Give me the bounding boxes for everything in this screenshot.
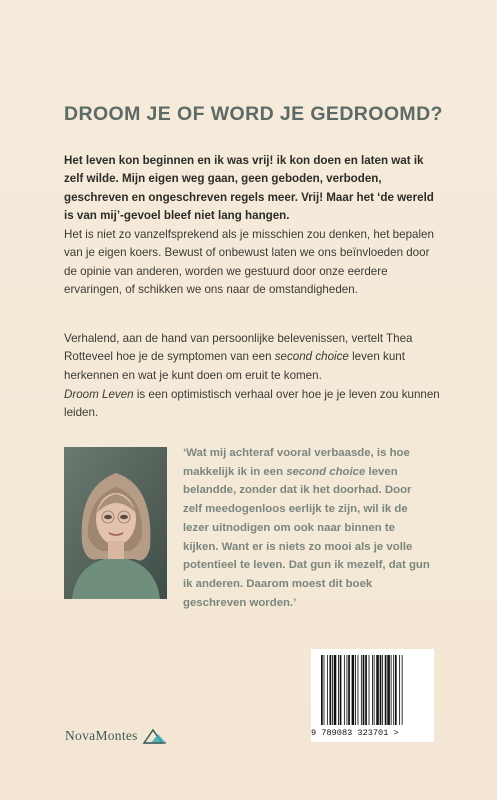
quote-text-b: leven belandde, zonder dat ik het doorhad. Door zelf meedogenloos eerlijk te zijn, wil ik de lezer uitnodigen om ook naar binnen te kijken. Want er is niets zo mooi als je volle potentieel te leven. Dat gun ik mezelf, dat gun ik anderen. Daarom moest dit boek geschreven worden.’ (183, 465, 430, 609)
body-paragraph-4 (64, 386, 444, 423)
barcode-bar (387, 655, 390, 725)
barcode-bar (344, 655, 345, 725)
barcode-bar (382, 655, 383, 725)
barcode-bar (385, 655, 387, 725)
barcode-bar (321, 655, 323, 725)
barcode-bar (372, 655, 373, 725)
barcode-bar (348, 655, 350, 725)
barcode-bar (391, 655, 392, 725)
barcode-bar (395, 655, 397, 725)
barcode-bar (376, 655, 379, 725)
barcode-bar (330, 655, 332, 725)
barcode-bar (363, 655, 365, 725)
barcode-bar (334, 655, 337, 725)
barcode-bar (340, 655, 342, 725)
barcode-bar (369, 655, 370, 725)
barcode-bar (338, 655, 339, 725)
barcode-bar (332, 655, 333, 725)
barcode-bar (374, 655, 375, 725)
barcode-bar (327, 655, 328, 725)
barcode (311, 649, 434, 729)
barcode-bar (347, 655, 348, 725)
barcode-bar (365, 655, 367, 725)
publisher-name: NovaMontes (65, 728, 138, 743)
book-title-italic: Droom Leven (64, 388, 134, 401)
quote-italic: second choice (286, 465, 366, 478)
publisher-logo (65, 727, 168, 745)
barcode-bar (355, 655, 356, 725)
barcode-bar (380, 655, 382, 725)
barcode-bar (402, 655, 403, 725)
author-portrait-illustration (64, 447, 167, 599)
isbn-digits: 9 789083 323701 > (311, 728, 399, 738)
barcode-bar (393, 655, 394, 725)
barcode-bar (361, 655, 362, 725)
barcode-bar (358, 655, 359, 725)
isbn-barcode (311, 649, 434, 742)
novamontes-logo-icon (142, 727, 168, 745)
paragraph-4-text: is een optimistisch verhaal over hoe je je leven zou kunnen leiden. (64, 388, 440, 420)
paragraph-3-text-b: leven kunt herkennen en wat je kunt doen om eruit te komen. (64, 350, 405, 382)
author-photo (64, 447, 167, 599)
body-paragraph-3 (64, 330, 444, 385)
barcode-bar (352, 655, 355, 725)
intro-paragraph: Het leven kon beginnen en ik was vrij! ik kon doen en laten wat ik zelf wilde. Mijn eigen weg gaan, geen geboden, verboden, geschreven en ongeschreven regels meer. Vrij! Maar het ‘de wereld is van mij’-gevoel bleef niet lang hangen. (64, 154, 434, 223)
quote-text-a: ‘Wat mij achteraf vooral verbaasde, is hoe makkelijk ik in een (183, 447, 410, 478)
cover-heading: DROOM JE OF WORD JE GEDROOMD? (64, 103, 443, 125)
paragraph-3-text-a: Verhalend, aan de hand van persoonlijke belevenissen, vertelt Thea Rotteveel hoe je de symptomen van een (64, 332, 413, 364)
barcode-bar (399, 655, 400, 725)
body-paragraph-2: Het is niet zo vanzelfsprekend als je misschien zou denken, het bepalen van je eigen koers. Bewust of onbewust laten we ons beïnvloeden door de opinie van anderen, worden we gestuurd door onze eerdere ervaringen, of schikken we ons naar de omstandigheden. (64, 228, 434, 297)
barcode-bar (324, 655, 325, 725)
paragraph-3-italic: second choice (274, 350, 349, 364)
author-quote (183, 444, 433, 612)
